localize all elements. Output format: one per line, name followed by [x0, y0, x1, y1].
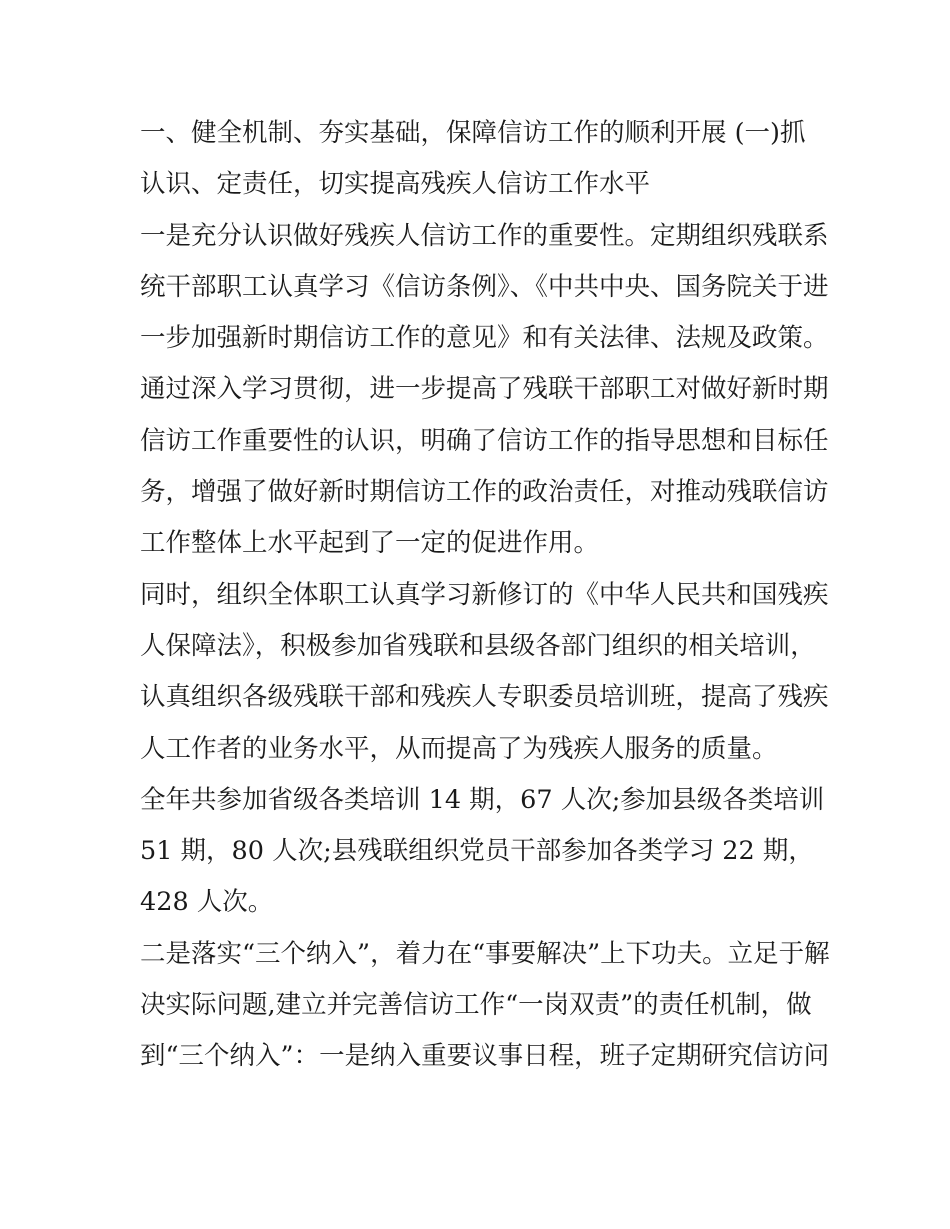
document-body — [140, 108, 830, 1083]
paragraph-three-inclusions: 二是落实“三个纳入”，着力在“事要解决”上下功夫。立足于解决实际问题,建立并完善信访工作“一岗双责”的责任机制，做到“三个纳入”：一是纳入重要议事日程，班子定期研究信访问 — [140, 938, 830, 1072]
paragraph-study-regulations: 一是充分认识做好残疾人信访工作的重要性。定期组织残联系统干部职工认真学习《信访条例》、《中共中央、国务院关于进一步加强新时期信访工作的意见》和有关法律、法规及政策。 — [140, 220, 829, 354]
paragraph-section-heading: 一、健全机制、夯实基础，保障信访工作的顺利开展 (一)抓认识、定责任，切实提高残疾人信访工作水平 — [140, 118, 806, 200]
paragraph-training-statistics: 全年共参加省级各类培训 14 期，67 人次;参加县级各类培训 51 期，80 人次;县残联组织党员干部参加各类学习 22 期，428 人次。 — [140, 784, 825, 918]
paragraph-study-outcomes: 通过深入学习贯彻，进一步提高了残联干部职工对做好新时期信访工作重要性的认识，明确了信访工作的指导思想和目标任务，增强了做好新时期信访工作的政治责任，对推动残联信访工作整体上水平起到了一定的促进作用。 — [140, 374, 829, 559]
paragraph-training: 同时，组织全体职工认真学习新修订的《中华人民共和国残疾人保障法》，积极参加省残联和县级各部门组织的相关培训，认真组织各级残联干部和残疾人专职委员培训班，提高了残疾人工作者的业务水平，从而提高了为残疾人服务的质量。 — [140, 579, 829, 764]
